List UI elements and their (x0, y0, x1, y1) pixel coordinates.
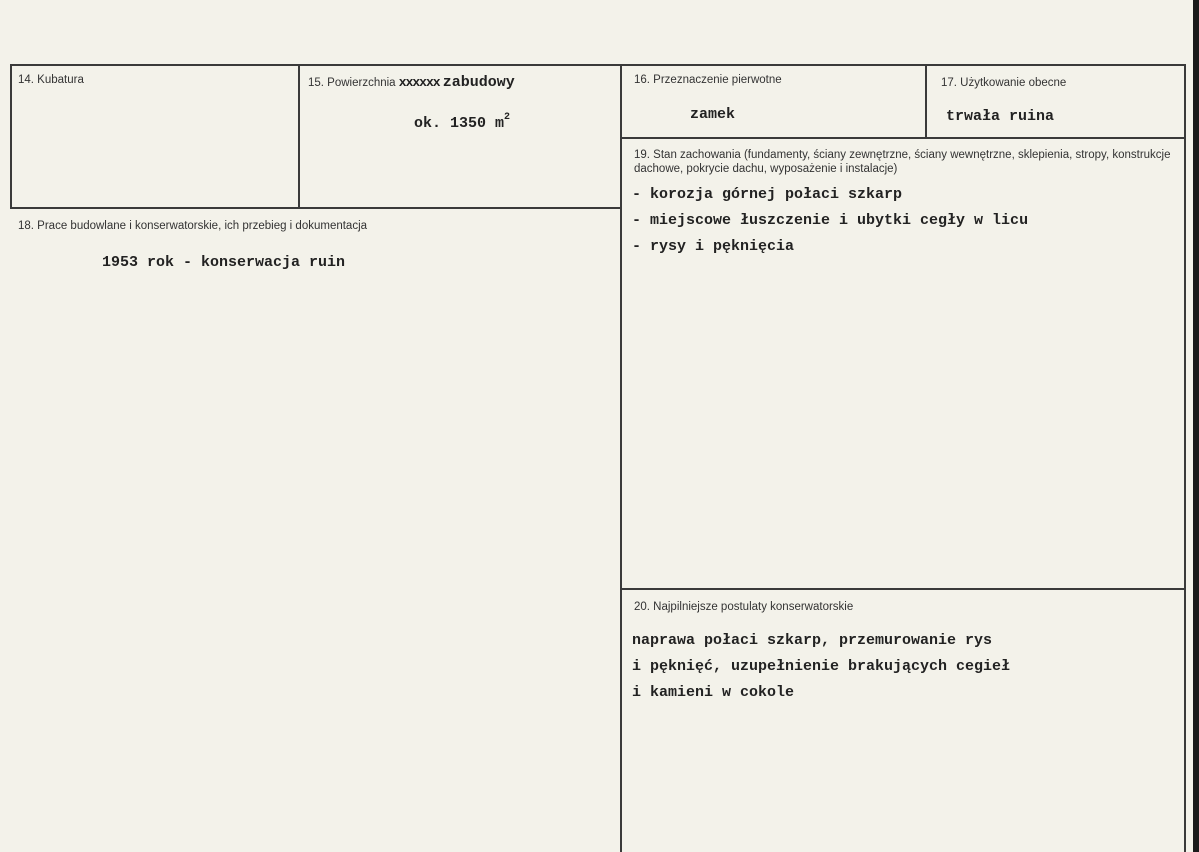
field-15-value (414, 114, 510, 132)
left-border (10, 64, 12, 208)
divider-16-17 (925, 64, 927, 138)
field-20-line: i kamieni w cokole (632, 684, 795, 701)
field-19-item: - korozja górnej połaci szkarp (632, 186, 903, 203)
field-19-list (632, 182, 1028, 260)
field-15-struck-word: xxxxxx (398, 75, 440, 90)
field-18-label: 18. Prace budowlane i konserwatorskie, ich przebieg i dokumentacja (18, 220, 368, 232)
field-15-value-text: ok. 1350 m (414, 115, 505, 132)
field-20-line: naprawa połaci szkarp, przemurowanie rys (632, 632, 993, 649)
field-16-value: zamek (690, 106, 736, 123)
field-18-value: 1953 rok - konserwacja ruin (102, 254, 346, 271)
scan-edge (1193, 0, 1199, 852)
top-rule (10, 64, 1186, 66)
field-15-label-suffix: zabudowy (442, 74, 515, 91)
field-14-label: 14. Kubatura (18, 74, 84, 86)
divider-main (620, 64, 622, 852)
field-15-label (308, 74, 515, 91)
rule-row1-right (622, 137, 1186, 139)
right-border (1184, 64, 1186, 852)
field-15-label-prefix: 15. Powierzchnia (308, 77, 396, 89)
field-20-line: i pęknięć, uzupełnienie brakujących cegieł (632, 658, 1011, 675)
field-19-label: 19. Stan zachowania (fundamenty, ściany zewnętrzne, ściany wewnętrzne, sklepienia, stropy, konstrukcje dachowe, pokrycie dachu, wyposażenie i instalacje) (634, 149, 1171, 175)
field-16-label: 16. Przeznaczenie pierwotne (634, 74, 782, 86)
divider-14-15 (298, 64, 300, 208)
field-19-item: - miejscowe łuszczenie i ubytki cegły w licu (632, 212, 1029, 229)
field-17-label: 17. Użytkowanie obecne (941, 77, 1067, 89)
rule-field20-top (622, 588, 1186, 590)
field-19-item: - rysy i pęknięcia (632, 238, 795, 255)
field-20-label: 20. Najpilniejsze postulaty konserwatorskie (634, 601, 854, 613)
rule-row1-left (10, 207, 622, 209)
field-17-value: trwała ruina (946, 108, 1055, 125)
field-15-value-sup: 2 (504, 112, 511, 123)
field-20-text (632, 628, 1010, 706)
